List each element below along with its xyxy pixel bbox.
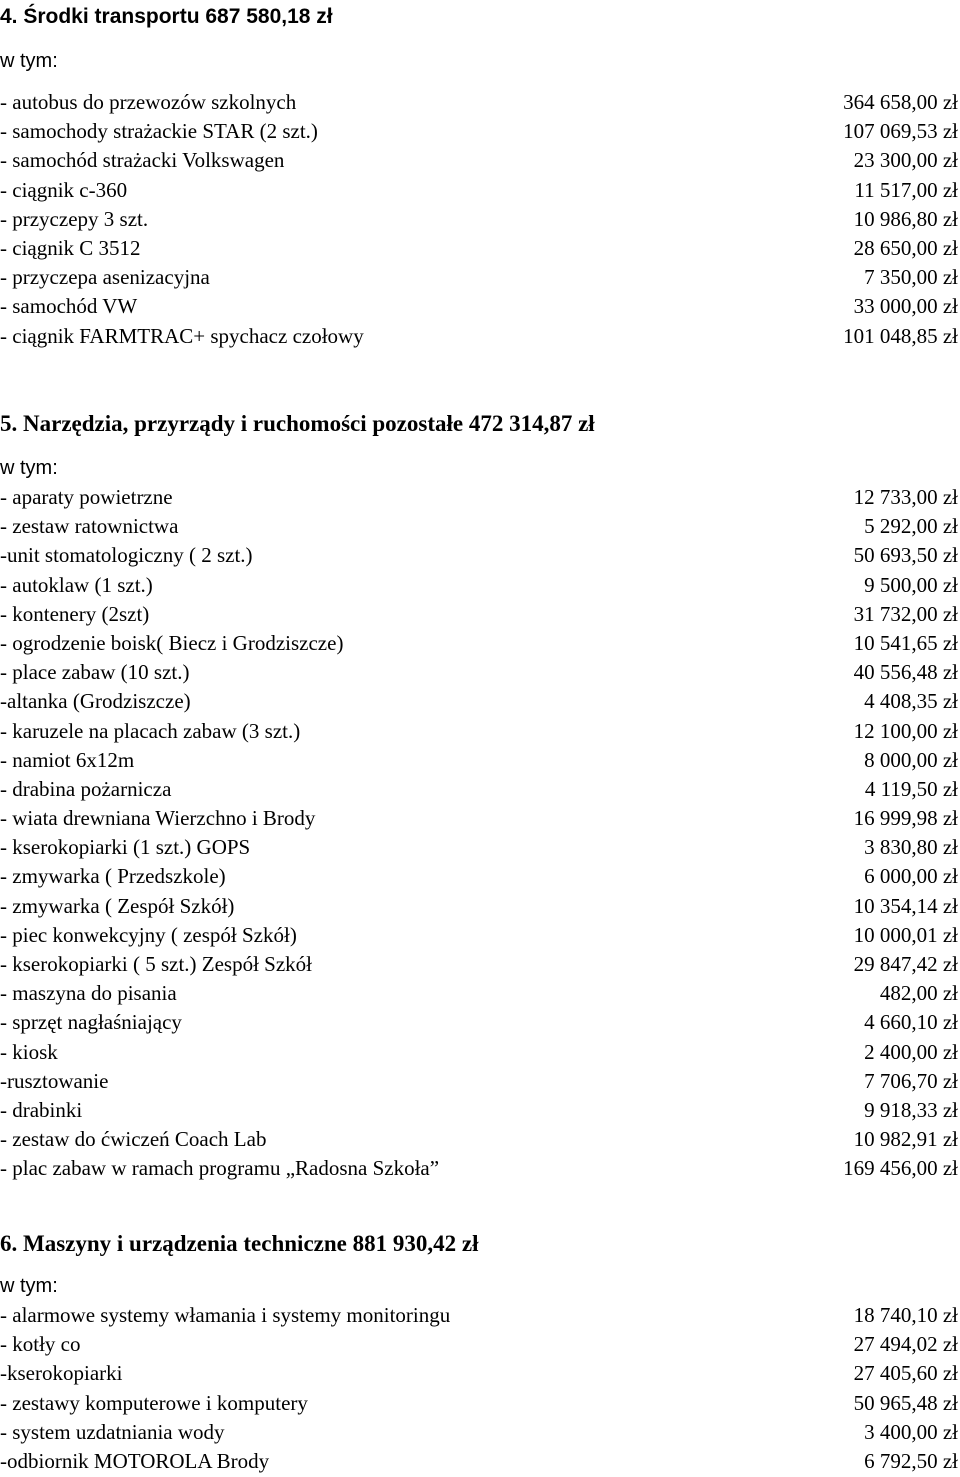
item-value: 6 000,00 zł (864, 864, 958, 889)
item-label: - karuzele na placach zabaw (3 szt.) (0, 718, 301, 743)
item-value: 18 740,10 zł (853, 1303, 958, 1327)
item-label: -unit stomatologiczny ( 2 szt.) (0, 543, 253, 568)
item-label: - kserokopiarki ( 5 szt.) Zespół Szkół (0, 952, 313, 976)
item-list (0, 88, 960, 351)
item-label: - place zabaw (10 szt.) (0, 660, 190, 685)
item-label: -rusztowanie (0, 1068, 109, 1093)
item-list (0, 483, 960, 1184)
item-label: -altanka (Grodziszcze) (0, 689, 191, 714)
item-label: - zestawy komputerowe i komputery (0, 1390, 308, 1415)
item-label: - maszyna do pisania (0, 981, 177, 1006)
item-value: 27 494,02 zł (853, 1332, 958, 1357)
item-value: 9 500,00 zł (864, 572, 958, 597)
item-label: - zestaw ratownictwa (0, 514, 179, 539)
item-label: - sprzęt nagłaśniający (0, 1010, 182, 1035)
list-item (0, 1125, 960, 1154)
item-label: - piec konwekcyjny ( zespół Szkół) (0, 922, 297, 947)
item-value: 50 965,48 zł (853, 1390, 958, 1415)
item-label: - plac zabaw w ramach programu „Radosna Szkoła” (0, 1156, 440, 1181)
item-value: 33 000,00 zł (853, 294, 958, 319)
item-value: 482,00 zł (879, 981, 958, 1006)
item-value: 31 732,00 zł (853, 601, 958, 626)
item-label: - autoklaw (1 szt.) (0, 572, 153, 597)
list-item (0, 205, 960, 234)
item-value: 4 119,50 zł (864, 776, 958, 801)
list-item (0, 292, 960, 321)
list-item (0, 950, 960, 979)
item-label: - kserokopiarki (1 szt.) GOPS (0, 835, 251, 860)
list-item (0, 1359, 960, 1388)
list-item (0, 1389, 960, 1418)
item-value: 7 350,00 zł (864, 265, 958, 290)
list-item (0, 322, 960, 351)
item-label: - przyczepa asenizacyjna (0, 265, 210, 290)
list-item (0, 717, 960, 746)
list-item (0, 1447, 960, 1476)
item-label: - ciągnik c-360 (0, 177, 128, 202)
item-value: 4 408,35 zł (864, 689, 958, 714)
list-item (0, 483, 960, 512)
list-item (0, 1301, 960, 1330)
section-heading: 4. Środki transportu 687 580,18 zł (0, 5, 333, 28)
item-label: - kontenery (2szt) (0, 601, 150, 626)
list-item (0, 1008, 960, 1037)
list-item (0, 1038, 960, 1067)
list-item (0, 746, 960, 775)
item-value: 6 792,50 zł (864, 1448, 958, 1473)
item-label: - drabinki (0, 1097, 83, 1122)
list-item (0, 541, 960, 570)
list-item (0, 1330, 960, 1359)
list-item (0, 512, 960, 541)
list-item (0, 833, 960, 862)
item-value: 9 918,33 zł (864, 1097, 958, 1122)
list-item (0, 263, 960, 292)
section-subheading: w tym: (0, 457, 58, 479)
item-value: 40 556,48 zł (853, 660, 958, 685)
item-value: 10 541,65 zł (853, 630, 958, 655)
item-label: -odbiornik MOTOROLA Brody (0, 1448, 270, 1473)
list-item (0, 658, 960, 687)
item-value: 10 354,14 zł (853, 893, 958, 918)
list-item (0, 1067, 960, 1096)
list-item (0, 600, 960, 629)
item-label: - aparaty powietrzne (0, 485, 173, 509)
item-value: 12 733,00 zł (853, 485, 958, 509)
item-label: -kserokopiarki (0, 1361, 123, 1386)
item-value: 8 000,00 zł (864, 747, 958, 772)
item-label: - system uzdatniania wody (0, 1419, 225, 1444)
item-label: - kotły co (0, 1332, 81, 1357)
item-label: - samochody strażackie STAR (2 szt.) (0, 119, 318, 144)
item-list (0, 1301, 960, 1476)
item-label: - ciągnik FARMTRAC+ spychacz czołowy (0, 323, 364, 348)
item-label: - samochód strażacki Volkswagen (0, 148, 285, 173)
item-value: 27 405,60 zł (853, 1361, 958, 1386)
item-value: 4 660,10 zł (864, 1010, 958, 1035)
item-value: 364 658,00 zł (843, 90, 958, 114)
item-label: - namiot 6x12m (0, 747, 135, 772)
list-item (0, 979, 960, 1008)
item-value: 11 517,00 zł (854, 177, 958, 202)
list-item (0, 862, 960, 891)
item-label: - zestaw do ćwiczeń Coach Lab (0, 1127, 267, 1152)
item-value: 23 300,00 zł (853, 148, 958, 173)
item-value: 101 048,85 zł (843, 323, 958, 348)
item-label: - alarmowe systemy włamania i systemy monitoringu (0, 1303, 451, 1327)
item-value: 28 650,00 zł (853, 235, 958, 260)
list-item (0, 1154, 960, 1183)
list-item (0, 1096, 960, 1125)
section-subheading: w tym: (0, 50, 58, 72)
list-item (0, 629, 960, 658)
list-item (0, 687, 960, 716)
item-label: - ciągnik C 3512 (0, 235, 141, 260)
list-item (0, 804, 960, 833)
list-item (0, 88, 960, 117)
item-label: - ogrodzenie boisk( Biecz i Grodziszcze) (0, 630, 344, 655)
item-label: - przyczepy 3 szt. (0, 206, 149, 231)
section-subheading: w tym: (0, 1275, 58, 1297)
item-value: 10 986,80 zł (853, 206, 958, 231)
section-heading: 5. Narzędzia, przyrządy i ruchomości pozostałe 472 314,87 zł (0, 411, 595, 436)
list-item (0, 571, 960, 600)
list-item (0, 234, 960, 263)
list-item (0, 921, 960, 950)
item-value: 3 400,00 zł (864, 1419, 958, 1444)
item-label: - kiosk (0, 1039, 58, 1064)
item-value: 10 982,91 zł (853, 1127, 958, 1152)
item-value: 50 693,50 zł (853, 543, 958, 568)
section-heading: 6. Maszyny i urządzenia techniczne 881 930,42 zł (0, 1231, 479, 1256)
item-label: - wiata drewniana Wierzchno i Brody (0, 806, 316, 831)
list-item (0, 117, 960, 146)
item-value: 10 000,01 zł (853, 922, 958, 947)
item-label: - drabina pożarnicza (0, 776, 172, 801)
item-value: 3 830,80 zł (864, 835, 958, 860)
list-item (0, 775, 960, 804)
item-value: 12 100,00 zł (853, 718, 958, 743)
item-value: 2 400,00 zł (864, 1039, 958, 1064)
item-label: - samochód VW (0, 294, 138, 319)
item-value: 29 847,42 zł (853, 952, 958, 976)
item-label: - zmywarka ( Przedszkole) (0, 864, 226, 889)
item-label: - autobus do przewozów szkolnych (0, 90, 297, 114)
item-value: 169 456,00 zł (843, 1156, 958, 1181)
item-label: - zmywarka ( Zespół Szkół) (0, 893, 235, 918)
item-value: 107 069,53 zł (843, 119, 958, 144)
item-value: 5 292,00 zł (864, 514, 958, 539)
item-value: 7 706,70 zł (864, 1068, 958, 1093)
list-item (0, 176, 960, 205)
list-item (0, 146, 960, 175)
item-value: 16 999,98 zł (853, 806, 958, 831)
list-item (0, 1418, 960, 1447)
list-item (0, 892, 960, 921)
